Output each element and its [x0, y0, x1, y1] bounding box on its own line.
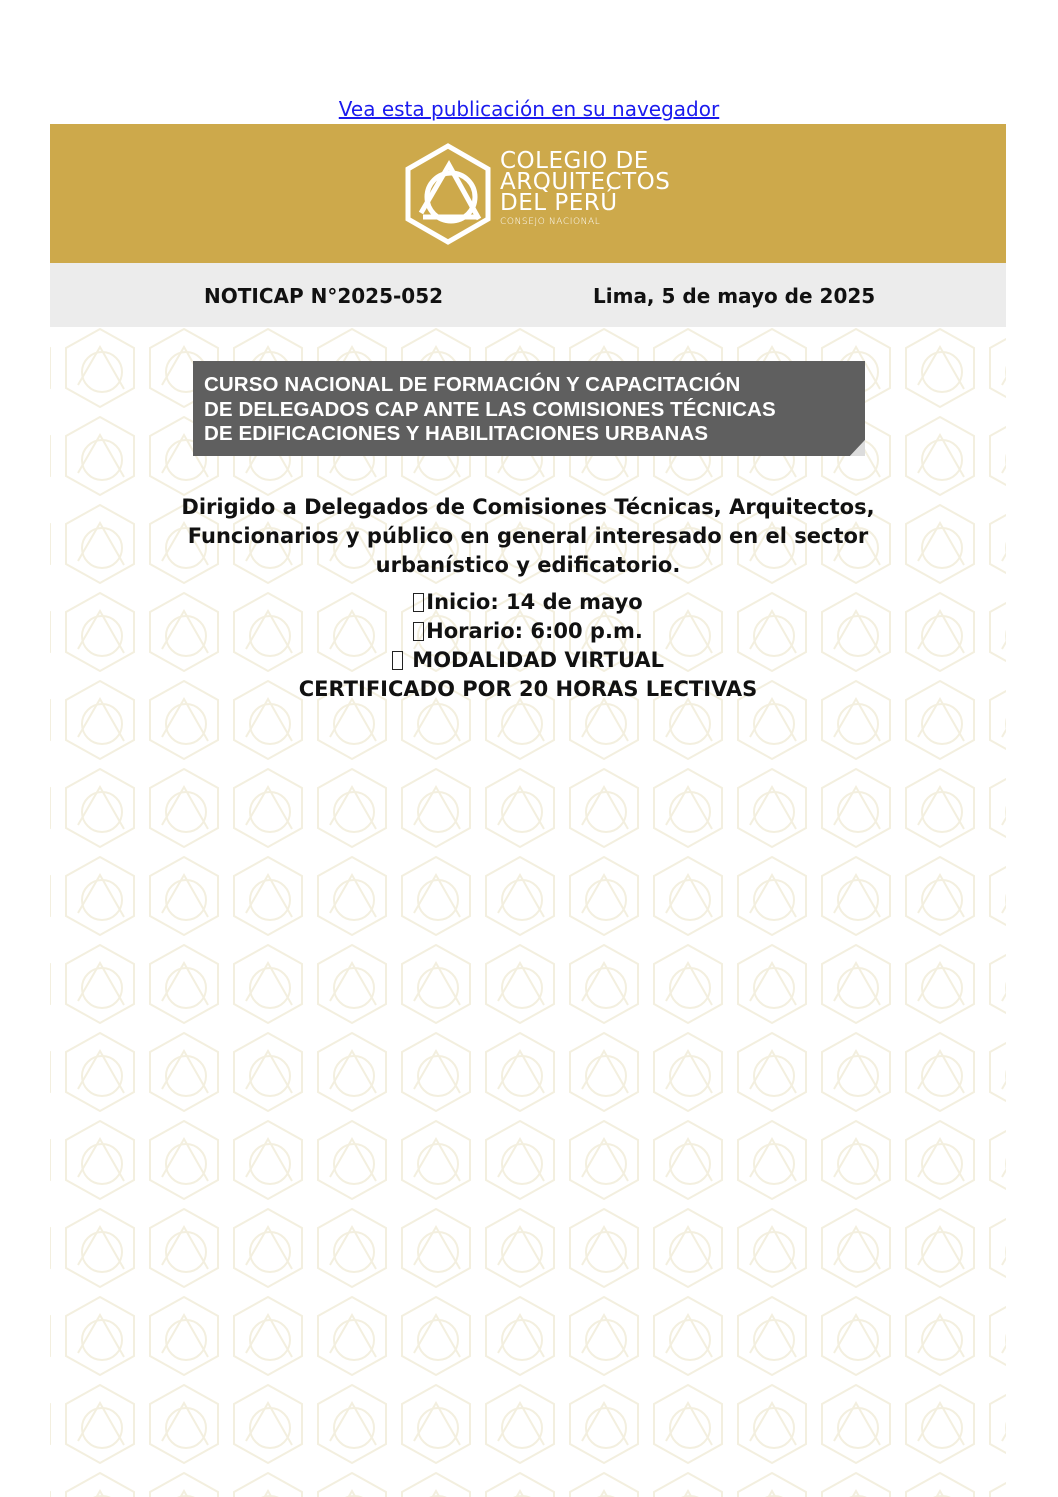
publication-date: Lima, 5 de mayo de 2025 — [593, 284, 876, 308]
course-title-line-2: DE DELEGADOS CAP ANTE LAS COMISIONES TÉCNICAS — [204, 397, 776, 421]
modality: MODALIDAD VIRTUAL — [404, 648, 665, 672]
audience-description — [100, 493, 956, 580]
noticap-number: NOTICAP N°2025-052 — [204, 284, 444, 308]
modality-line — [100, 646, 956, 675]
course-title — [204, 373, 776, 447]
course-title-line-1: CURSO NACIONAL DE FORMACIÓN Y CAPACITACIÓN — [204, 373, 741, 396]
cap-logo-icon — [403, 143, 493, 245]
description-line-3: urbanístico y edificatorio. — [375, 553, 681, 577]
missing-glyph-icon — [413, 622, 424, 641]
logo-line-1: COLEGIO DE — [500, 148, 649, 174]
course-title-banner — [193, 361, 865, 456]
schedule: Horario: 6:00 p.m. — [426, 619, 643, 643]
schedule-line — [100, 617, 956, 646]
missing-glyph-icon — [392, 651, 403, 670]
info-band — [50, 263, 1006, 327]
cap-logo-wordmark — [500, 148, 671, 227]
course-title-line-3: DE EDIFICACIONES Y HABILITACIONES URBANAS — [204, 422, 709, 445]
certificate-line: CERTIFICADO POR 20 HORAS LECTIVAS — [298, 677, 758, 701]
view-in-browser-link[interactable]: Vea esta publicación en su navegador — [338, 97, 720, 121]
description-line-1: Dirigido a Delegados de Comisiones Técnicas, Arquitectos, — [181, 495, 875, 519]
browser-link-container — [0, 97, 1058, 121]
description-line-2: Funcionarios y público en general interesado en el sector — [187, 524, 869, 548]
start-date: Inicio: 14 de mayo — [426, 590, 643, 614]
cap-logo — [403, 143, 671, 245]
logo-subtitle: CONSEJO NACIONAL — [500, 217, 601, 227]
logo-line-2: ARQUITECTOS — [500, 169, 671, 195]
start-date-line — [100, 588, 956, 617]
course-details — [100, 588, 956, 704]
missing-glyph-icon — [413, 593, 424, 612]
logo-line-3: DEL PERÚ — [500, 190, 618, 216]
